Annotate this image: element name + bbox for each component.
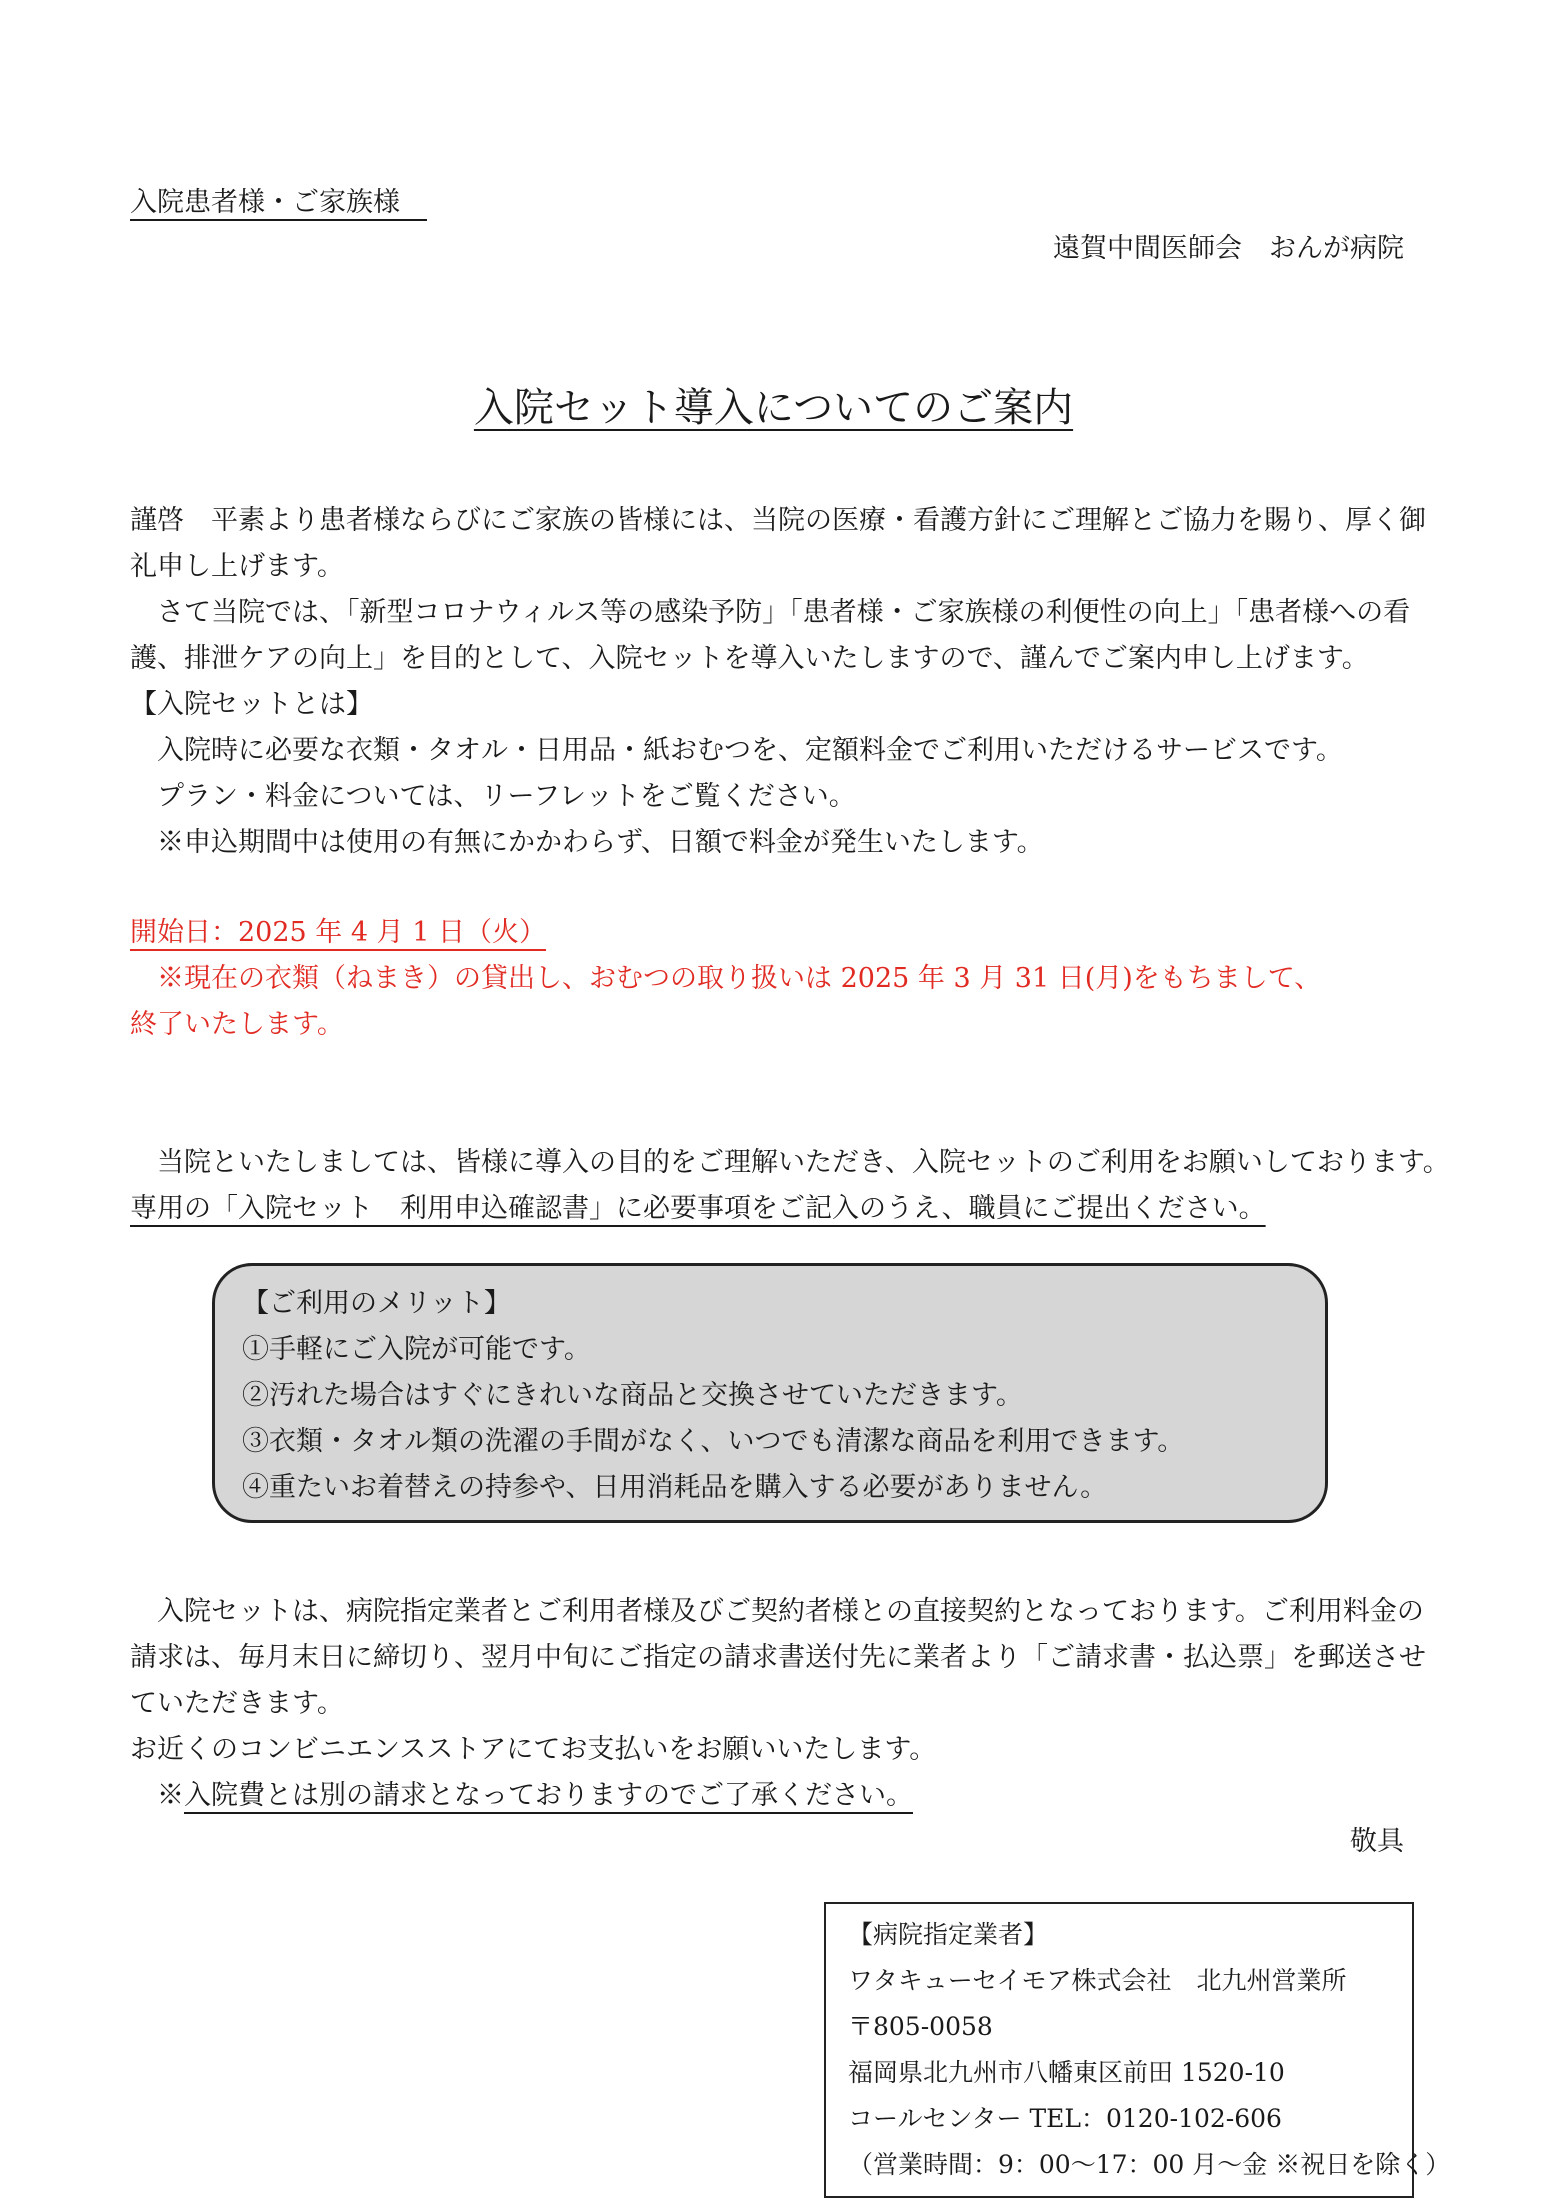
billing-note: [130, 1773, 913, 1819]
closing: 敬具: [1350, 1826, 1404, 1857]
billing-line: 請求は、毎月末日に締切り、翌月中旬にご指定の請求書送付先に業者より「ご請求書・払込票」を郵送させ: [130, 1642, 1426, 1673]
billing-line: お近くのコンビニエンスストアにてお支払いをお願いいたします。: [130, 1734, 937, 1765]
billing-line: ていただきます。: [130, 1688, 344, 1719]
vendor-hours: （営業時間：9：00～17：00 月～金 ※祝日を除く）: [848, 2150, 1451, 2179]
sender: 遠賀中間医師会 おんが病院: [1053, 233, 1404, 264]
merit-item: ④重たいお着替えの持参や、日用消耗品を購入する必要がありません。: [242, 1472, 1108, 1503]
merits-heading: 【ご利用のメリット】: [242, 1288, 511, 1319]
section-heading: 【入院セットとは】: [130, 689, 373, 720]
vendor-company: ワタキューセイモア株式会社 北九州営業所: [848, 1966, 1347, 1995]
vendor-heading: 【病院指定業者】: [848, 1920, 1049, 1949]
end-notice: 終了いたします。: [130, 1009, 344, 1040]
billing-line: 入院セットは、病院指定業者とご利用者様及びご契約者様との直接契約となっております。ご利用料金の: [130, 1596, 1424, 1627]
note-prefix: ※: [130, 1780, 184, 1811]
page-title: 入院セット導入についてのご案内: [473, 385, 1074, 431]
service-description: ※申込期間中は使用の有無にかかわらず、日額で料金が発生いたします。: [130, 827, 1044, 858]
vendor-phone: コールセンター TEL：0120-102-606: [848, 2104, 1282, 2133]
intro-line: さて当院では、「新型コロナウィルス等の感染予防」「患者様・ご家族様の利便性の向上」「患者様への看: [130, 597, 1411, 628]
intro-line: 礼申し上げます。: [130, 551, 344, 582]
merit-item: ②汚れた場合はすぐにきれいな商品と交換させていただきます。: [242, 1380, 1023, 1411]
vendor-postal: 〒805-0058: [848, 2012, 993, 2041]
intro-line: 護、排泄ケアの向上」を目的として、入院セットを導入いたしますので、謹んでご案内申し上げます。: [130, 643, 1369, 674]
request-line: 当院といたしましては、皆様に導入の目的をご理解いただき、入院セットのご利用をお願いしております。: [130, 1147, 1450, 1178]
service-description: 入院時に必要な衣類・タオル・日用品・紙おむつを、定額料金でご利用いただけるサービスです。: [130, 735, 1343, 766]
merit-item: ③衣類・タオル類の洗濯の手間がなく、いつでも清潔な商品を利用できます。: [242, 1426, 1185, 1457]
vendor-address: 福岡県北九州市八幡東区前田 1520-10: [848, 2058, 1285, 2087]
service-description: プラン・料金については、リーフレットをご覧ください。: [130, 781, 856, 812]
addressee: 入院患者様・ご家族様: [130, 187, 427, 218]
intro-line: 謹啓 平素より患者様ならびにご家族の皆様には、当院の医療・看護方針にご理解とご協力を賜り、厚く御: [130, 505, 1426, 536]
request-line: 専用の「入院セット 利用申込確認書」に必要事項をご記入のうえ、職員にご提出ください。: [130, 1193, 1266, 1224]
end-notice: ※現在の衣類（ねまき）の貸出し、おむつの取り扱いは 2025 年 3 月 31 日(月)をもちまして、: [130, 963, 1322, 994]
merit-item: ①手軽にご入院が可能です。: [242, 1334, 591, 1365]
start-date: 開始日：2025 年 4 月 1 日（火）: [130, 917, 546, 948]
note-text: 入院費とは別の請求となっておりますのでご了承ください。: [184, 1780, 913, 1811]
